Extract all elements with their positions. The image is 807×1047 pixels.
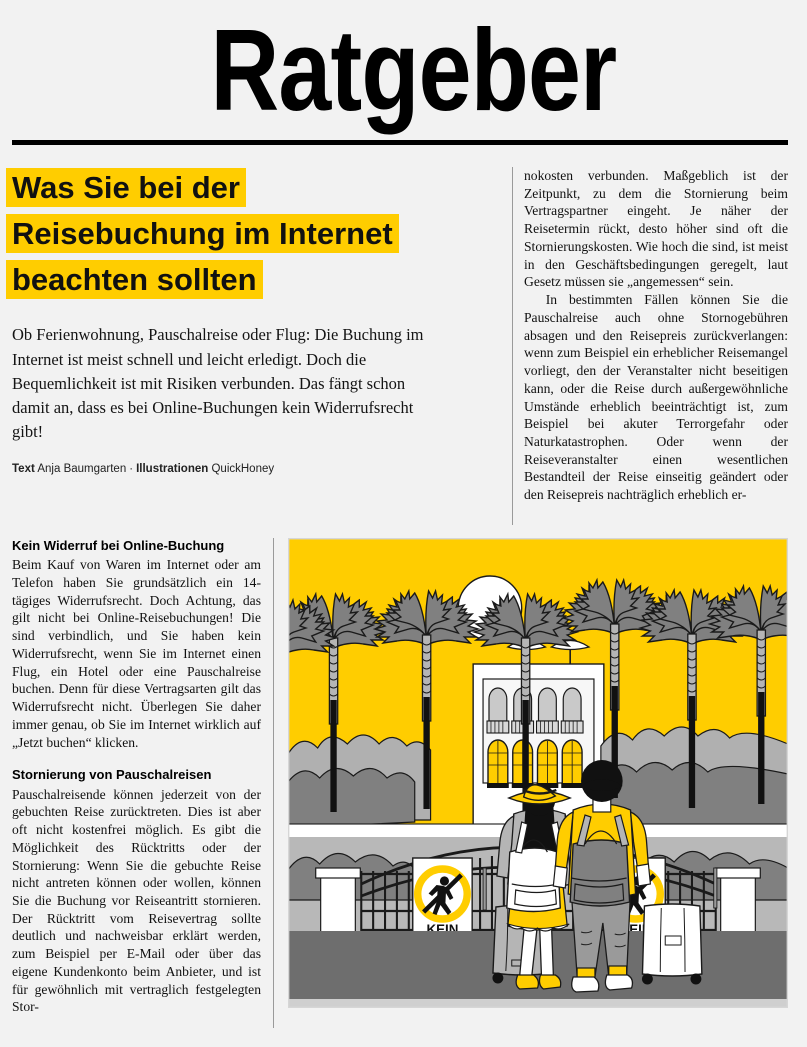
upper-content-area bbox=[0, 145, 807, 525]
byline-illustration-label: Illustrationen bbox=[136, 462, 209, 475]
gate-pillar-left bbox=[321, 874, 356, 932]
gate-pillar-right bbox=[721, 874, 756, 932]
sidebar-section-heading-1: Kein Widerruf bei Online-Buchung bbox=[12, 538, 225, 553]
article-intro-column bbox=[12, 167, 512, 525]
sidebar-section-body-2: Pauschalreisende können jederzeit von der gebuchten Reise zurücktreten. Dies ist aber oft nicht kostenfrei möglich. Es gibt die Möglichkeit des Rücktritts oder der Stornierung: Wenn Sie die gebuchte Reise nicht antreten können oder wollen, können Sie die Buchung vor Reiseantritt stornieren. Der Rücktritt vom Reisevertrag sollte deutlich und nachweisbar erklärt werden, zum Beispiel per E-Mail oder über das eigene Kundenkonto beim Anbieter, und ist für gewöhnlich mit vertraglich festgelegten Stor- bbox=[12, 786, 261, 1015]
headline-line-1: Was Sie bei der bbox=[12, 170, 240, 205]
byline-illustrator: QuickHoney bbox=[211, 462, 275, 475]
illustration-container bbox=[274, 538, 788, 1028]
article-headline bbox=[12, 167, 496, 301]
headline-line-2: Reisebuchung im Internet bbox=[12, 216, 393, 252]
byline bbox=[12, 463, 496, 475]
right-column-paragraph-1: nokosten verbunden. Maßgeblich ist der Zeitpunkt, zu dem die Stornierung beim Vertragspartner eingeht. Je näher der Reisetermin rückt, desto höher sind oft die Stornierungskosten. Wie hoch die sind, ist meist in den Geschäftsbedingungen geregelt, laut Gesetz müssen sie „angemessen“ sein. bbox=[524, 168, 788, 290]
sidebar-column bbox=[12, 538, 274, 1028]
page-title: Ratgeber bbox=[210, 4, 617, 135]
byline-text-label: Text bbox=[12, 462, 35, 475]
masthead bbox=[0, 0, 807, 140]
byline-author: Anja Baumgarten bbox=[37, 462, 127, 475]
article-lead-paragraph: Ob Ferienwohnung, Pauschalreise oder Flug: Die Buchung im Internet ist meist schnell und leicht erledigt. Doch die Bequemlichkeit ist mit Risiken verbunden. Das fängt schon damit an, dass es bei Online-Buchungen kein Widerrufsrecht gibt! bbox=[12, 325, 424, 442]
headline-line-3: beachten sollten bbox=[12, 262, 257, 298]
sidebar-section-body-1: Beim Kauf von Waren im Internet oder am Telefon haben Sie grundsätzlich ein 14-tägiges Widerrufsrecht. Doch Achtung, das gilt nicht bei Online-Reisebuchungen! Die sind verbindlich, und Sie haben kein Widerrufsrecht, wenn Sie im Internet einen Flug, ein Hotel oder eine Pauschalreise buchen. Denn für diese Vertragsarten gilt das Widerrufsrecht nicht. Überlegen Sie daher immer genau, ob Sie im Internet wirklich auf „Jetzt buchen“ klicken. bbox=[12, 557, 261, 750]
byline-separator: · bbox=[129, 462, 134, 475]
right-column-paragraph-2: In bestimmten Fällen können Sie die Pauschalreise auch ohne Stornogebühren absagen und den Reisepreis zurückverlangen: wenn zum Beispiel ein erheblicher Reisemangel vorliegt, den der Veranstalter nicht beseitigen kann, oder die Reise durch außergewöhnliche Umstände erheblich beeinträchtigt ist, zum Beispiel bei akuter Terrorgefahr oder Naturkatastrophen. Oder wenn der Reiseveranstalter einen wesentlichen Bestandteil der Reise einseitig geändert oder den Reisepreis nachträglich erheblich er- bbox=[524, 292, 788, 503]
backpack-white bbox=[507, 840, 560, 912]
right-column-text bbox=[524, 167, 788, 504]
travel-illustration bbox=[288, 538, 788, 1008]
sidebar-section-heading-2: Stornierung von Pauschalreisen bbox=[12, 767, 212, 783]
lower-content-area bbox=[0, 538, 807, 1028]
article-body-column bbox=[512, 167, 788, 525]
